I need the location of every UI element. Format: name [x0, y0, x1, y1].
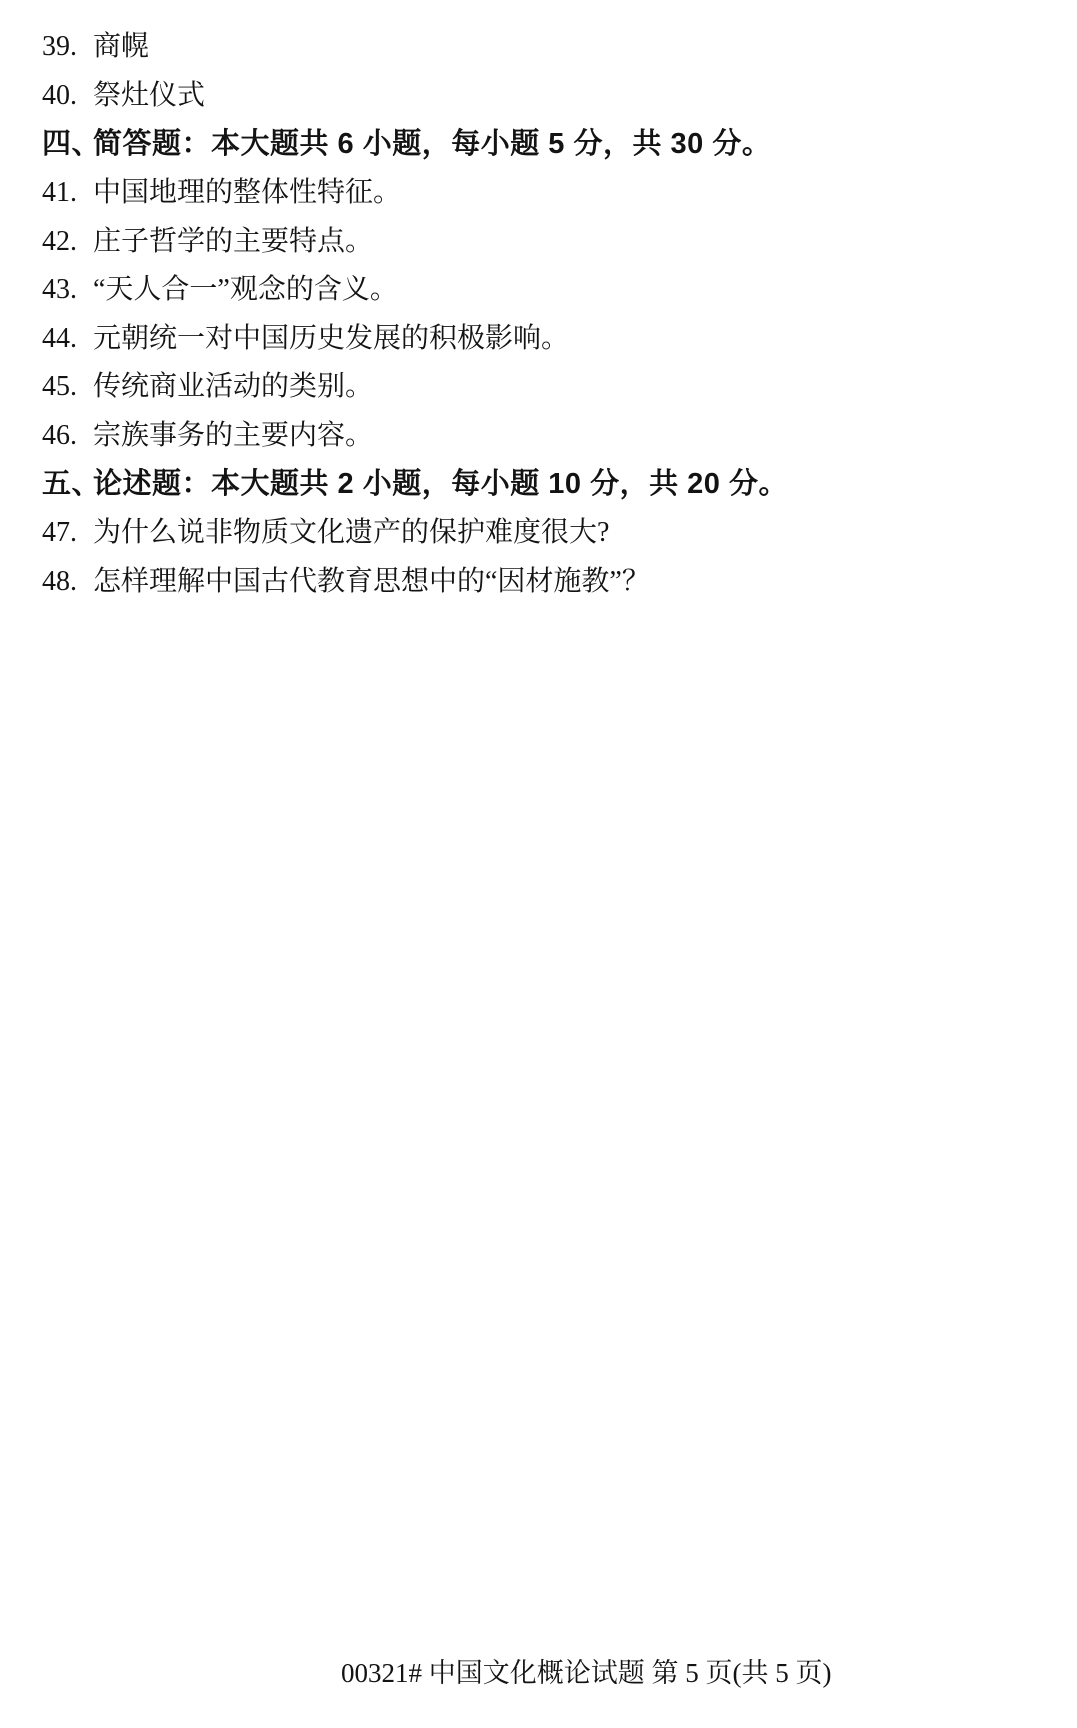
- section-heading-text: 论述题：本大题共 2 小题，每小题 10 分，共 20 分。: [93, 468, 788, 501]
- question-list: [42, 23, 1063, 606]
- question-number: 42.: [42, 225, 77, 257]
- section-heading: [42, 120, 1063, 169]
- section-heading: [42, 460, 1063, 509]
- section-heading-text: 简答题：本大题共 6 小题，每小题 5 分，共 30 分。: [93, 127, 772, 160]
- question-text: 中国地理的整体性特征。: [93, 177, 402, 209]
- section-heading-number: 四、: [42, 127, 102, 160]
- question-text: 祭灶仪式: [93, 79, 206, 111]
- question-number: 44.: [42, 322, 77, 354]
- question-text: “天人合一”观念的含义。: [93, 274, 398, 306]
- question-line: [42, 72, 1063, 121]
- question-number: 40.: [42, 79, 77, 111]
- question-number: 39.: [42, 31, 77, 63]
- question-text: 宗族事务的主要内容。: [93, 420, 374, 452]
- question-number: 43.: [42, 274, 77, 306]
- question-number: 47.: [42, 517, 77, 549]
- section-heading-number: 五、: [42, 468, 102, 501]
- question-number: 46.: [42, 420, 77, 452]
- question-number: 48.: [42, 565, 77, 597]
- question-line: [42, 266, 1063, 315]
- question-text: 传统商业活动的类别。: [93, 371, 374, 403]
- page-footer: 00321# 中国文化概论试题 第 5 页(共 5 页): [341, 1658, 832, 1688]
- question-text: 元朝统一对中国历史发展的积极影响。: [93, 322, 570, 354]
- question-line: [42, 558, 1063, 607]
- question-number: 41.: [42, 177, 77, 209]
- question-line: [42, 169, 1063, 218]
- question-line: [42, 217, 1063, 266]
- question-text: 庄子哲学的主要特点。: [93, 225, 374, 257]
- question-line: [42, 412, 1063, 461]
- question-text: 商幌: [93, 31, 150, 63]
- question-text: 怎样理解中国古代教育思想中的“因材施教”？: [93, 565, 650, 597]
- question-line: [42, 509, 1063, 558]
- question-line: [42, 23, 1063, 72]
- question-number: 45.: [42, 371, 77, 403]
- question-text: 为什么说非物质文化遗产的保护难度很大?: [93, 517, 610, 549]
- question-line: [42, 315, 1063, 364]
- question-line: [42, 363, 1063, 412]
